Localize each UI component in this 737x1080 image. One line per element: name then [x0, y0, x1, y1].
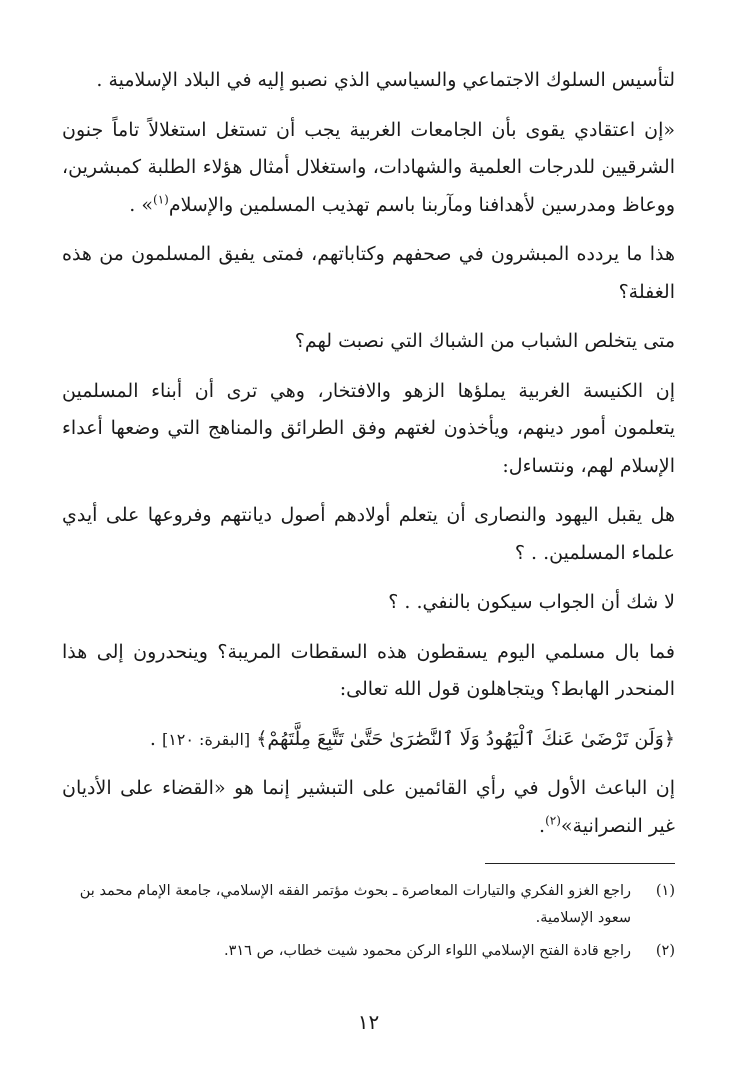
- paragraph-4: متى يتخلص الشباب من الشباك التي نصبت لهم؟: [294, 330, 675, 352]
- paragraph-8: فما بال مسلمي اليوم يسقطون هذه السقطات المريبة؟ وينحدرون إلى هذا المنحدر الهابط؟ ويتجاهلون قول الله تعالى:: [62, 640, 675, 700]
- footnote-number: (٢): [655, 943, 675, 959]
- quote-close: » .: [129, 193, 153, 216]
- paragraph-9-text: إن الباعث الأول في رأي القائمين على التبشير إنما هو «القضاء على الأديان غير النصرانية: [62, 777, 675, 837]
- paragraph-3: هذا ما يردده المبشرون في صحفهم وكتاباتهم، فمتى يفيق المسلمون من هذه الغفلة؟: [62, 243, 675, 303]
- page-number: ١٢: [357, 1010, 380, 1034]
- paragraph-2-quote: [62, 112, 675, 225]
- footnotes: [62, 878, 675, 965]
- footnote-number: (١): [655, 883, 675, 899]
- quran-end: .: [149, 727, 156, 750]
- period: .: [539, 814, 546, 837]
- paragraph-6: هل يقبل اليهود والنصارى أن يتعلم أولادهم أصول ديانتهم وفروعها على أيدي علماء المسلمين. . ؟: [62, 504, 675, 564]
- main-text: [62, 62, 675, 845]
- paragraph-7: لا شك أن الجواب سيكون بالنفي. . ؟: [388, 591, 675, 613]
- quran-verse: [62, 721, 675, 759]
- quran-reference: [البقرة: ١٢٠]: [161, 729, 251, 749]
- paragraph-9: إن الباعث الأول في رأي القائمين على التبشير إنما هو «القضاء على الأديان غير النصرانية»$^{(٢)}$.: [62, 777, 675, 837]
- quote-text: «إن اعتقادي يقوى بأن الجامعات الغربية يجب أن تستغل استغلالاً تاماً جنون الشرقيين للدرجات العلمية والشهادات، واستغلال أمثال هؤلاء الطلبة كمبشرين، ووعاظ ومدرسين لأهدافنا ومآربنا باسم تهذيب المسلمين والإسلام: [62, 118, 675, 216]
- paragraph-5: إن الكنيسة الغربية يملؤها الزهو والافتخار، وهي ترى أن أبناء المسلمين يتعلمون أمور دينهم، ويأخذون لغتهم وفق الطرائق والمناهج التي وضعها أعداء الإسلام لهم، ونتساءل:: [62, 379, 675, 477]
- paragraph-1: لتأسيس السلوك الاجتماعي والسياسي الذي نصبو إليه في البلاد الإسلامية .: [96, 69, 675, 91]
- footnote-2: [62, 938, 675, 965]
- footnote-ref-2: (٢): [545, 813, 561, 828]
- footnote-text: راجع قادة الفتح الإسلامي اللواء الركن محمود شيت خطاب، ص ٣١٦.: [224, 943, 631, 959]
- footnote-1: [62, 878, 675, 932]
- footnote-divider: [485, 863, 675, 864]
- footnote-text: راجع الغزو الفكري والتيارات المعاصرة ـ بحوث مؤتمر الفقه الإسلامي، جامعة الإمام محمد بن سعود الإسلامية.: [79, 883, 631, 926]
- footnote-ref-1: (١): [153, 192, 169, 207]
- quran-verse-text: ﴿وَلَن تَرْضَىٰ عَنكَ ٱلْيَهُودُ وَلَا ٱلنَّصَٰرَىٰ حَتَّىٰ تَتَّبِعَ مِلَّتَهُمْ﴾: [256, 727, 675, 750]
